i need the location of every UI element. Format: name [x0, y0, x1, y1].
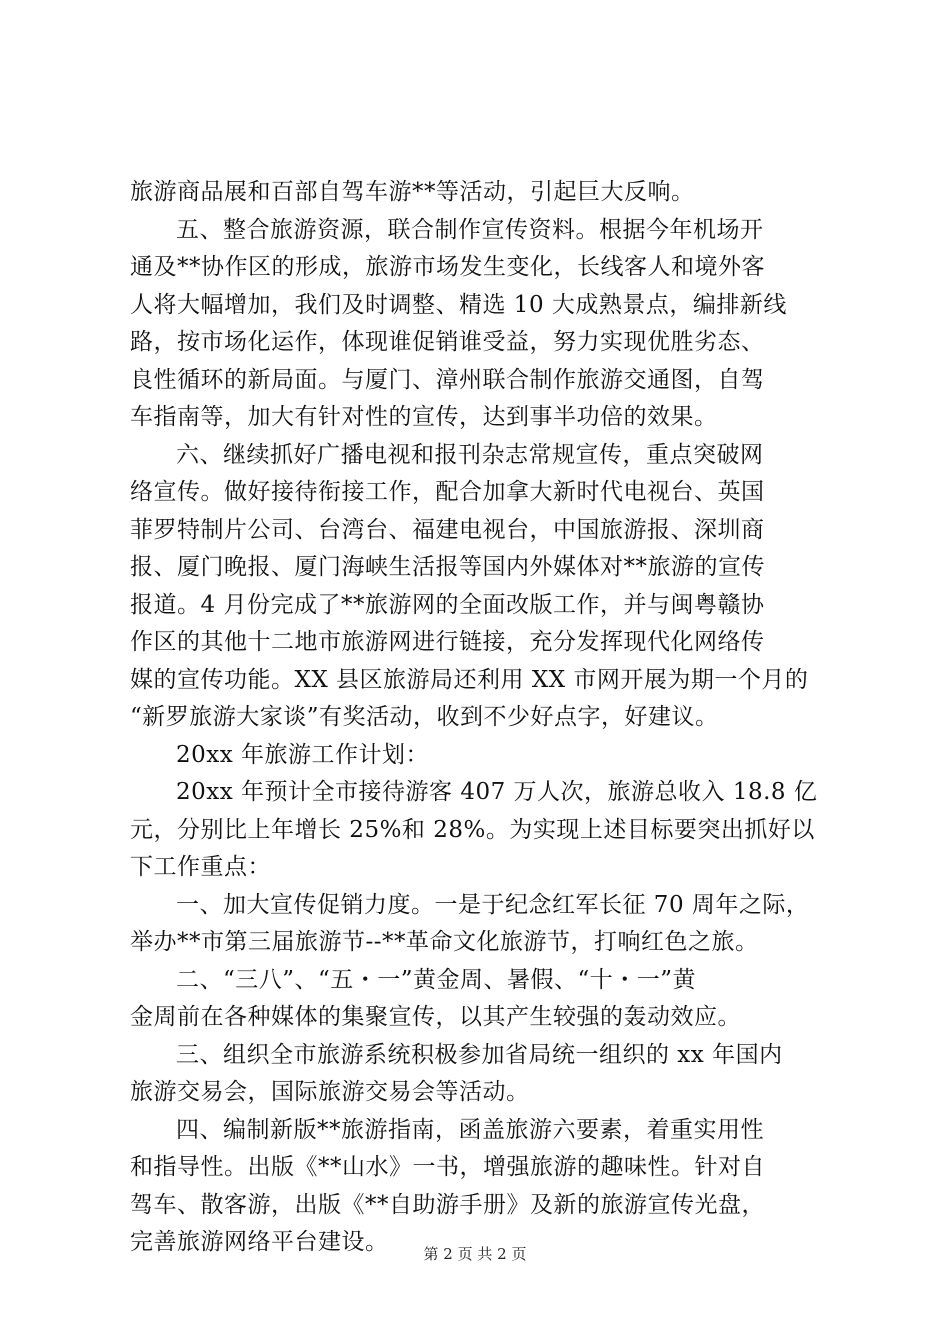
paragraph [130, 962, 830, 1037]
paragraph [130, 174, 830, 212]
text-line: 络宣传。做好接待衔接工作，配合加拿大新时代电视台、英国 [130, 479, 765, 505]
text-line: 通及**协作区的形成，旅游市场发生变化，长线客人和境外客 [130, 254, 765, 280]
text-line: 下工作重点： [130, 854, 271, 880]
text-line: 金周前在各种媒体的集聚宣传，以其产生较强的轰动效应。 [130, 1004, 741, 1030]
text-line: 人将大幅增加，我们及时调整、精选 10 大成熟景点，编排新线 [130, 291, 787, 318]
text-line: 报、厦门晚报、厦门海峡生活报等国内外媒体对**旅游的宣传 [130, 554, 765, 580]
text-line: 举办**市第三届旅游节--**革命文化旅游节，打响红色之旅。 [130, 929, 759, 955]
text-line: 媒的宣传功能。XX 县区旅游局还利用 XX 市网开展为期一个月的 [130, 666, 809, 693]
text-line: 二、“三八”、“五・一”黄金周、暑假、“十・一”黄 [176, 966, 697, 993]
text-line: 良性循环的新局面。与厦门、漳州联合制作旅游交通图，自驾 [130, 366, 765, 393]
text-line: 路，按市场化运作，体现谁促销谁受益，努力实现优胜劣态、 [130, 329, 765, 355]
text-line: 三、组织全市旅游系统积极参加省局统一组织的 xx 年国内 [176, 1041, 783, 1068]
page-footer: 第 2 页 共 2 页 [423, 1245, 527, 1263]
paragraph [130, 737, 830, 775]
text-line: 旅游商品展和百部自驾车游**等活动，引起巨大反响。 [130, 179, 695, 205]
text-line: 报道。4 月份完成了**旅游网的全面改版工作，并与闽粤赣协 [130, 591, 765, 618]
text-line: 六、继续抓好广播电视和报刊杂志常规宣传，重点突破网 [176, 441, 764, 468]
text-line: 20xx 年旅游工作计划： [176, 741, 430, 768]
text-line: 菲罗特制片公司、台湾台、福建电视台，中国旅游报、深圳商 [130, 516, 765, 543]
text-line: 车指南等，加大有针对性的宣传，达到事半功倍的效果。 [130, 404, 718, 430]
text-line: 四、编制新版**旅游指南，函盖旅游六要素，着重实用性 [176, 1116, 764, 1143]
text-line: 一、加大宣传促销力度。一是于纪念红军长征 70 周年之际， [176, 891, 810, 918]
paragraph [130, 1112, 830, 1262]
text-line: 20xx 年预计全市接待游客 407 万人次，旅游总收入 18.8 亿 [176, 779, 818, 805]
text-line: 完善旅游网络平台建设。 [130, 1229, 389, 1255]
paragraph [130, 1037, 830, 1112]
text-line: 五、整合旅游资源，联合制作宣传资料。根据今年机场开 [176, 216, 764, 243]
paragraph [130, 437, 830, 737]
text-line: 和指导性。出版《**山水》一书，增强旅游的趣味性。针对自 [130, 1154, 765, 1180]
paragraph [130, 212, 830, 437]
text-line: 旅游交易会，国际旅游交易会等活动。 [130, 1079, 530, 1105]
text-line: 驾车、散客游，出版《**自助游手册》及新的旅游宣传光盘， [130, 1191, 765, 1218]
paragraph [130, 887, 830, 962]
text-line: 作区的其他十二地市旅游网进行链接，充分发挥现代化网络传 [130, 629, 765, 655]
document-body [130, 174, 830, 1262]
text-line: 元，分别比上年增长 25%和 28%。为实现上述目标要突出抓好以 [130, 816, 815, 843]
text-line: “新罗旅游大家谈”有奖活动，收到不少好点字，好建议。 [130, 704, 719, 730]
paragraph [130, 774, 830, 887]
